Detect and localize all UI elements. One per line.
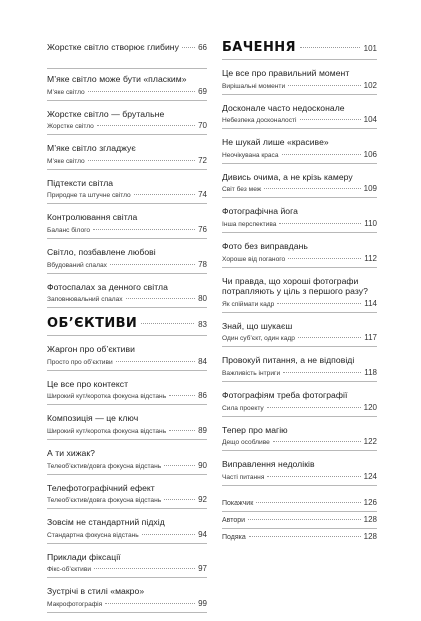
toc-entry [222, 276, 377, 313]
entry-subtitle: Важливість інтриги [222, 369, 281, 377]
toc-entry [47, 143, 207, 170]
dot-leader [164, 499, 195, 500]
toc-entry [47, 42, 207, 69]
entry-subtitle: Дещо особливе [222, 439, 270, 447]
toc-entry [47, 586, 207, 613]
entry-subtitle: М’яке світло [47, 88, 85, 96]
entry-title: Зустрічі в стилі «макро» [47, 586, 145, 597]
entry-subtitle: Просто про об’єктиви [47, 358, 113, 366]
toc-entry [222, 425, 377, 452]
toc-entry [222, 103, 377, 130]
entry-title: Підтексти світла [47, 177, 114, 188]
toc-entry [47, 483, 207, 510]
page-number: 110 [364, 218, 377, 228]
entry-subtitle: Широкий кут/коротка фокусна відстань [47, 427, 167, 435]
page-number: 72 [198, 155, 207, 165]
entry-title: М’яке світло може бути «пласким» [47, 74, 187, 84]
dot-leader [169, 395, 195, 396]
page-number: 99 [198, 598, 207, 608]
page-number: 69 [198, 86, 207, 96]
dot-leader [142, 534, 195, 535]
page-number: 70 [198, 121, 207, 131]
section-title: БАЧЕННЯ [222, 40, 296, 55]
entry-title: Зовсім не стандартний підхід [47, 517, 165, 528]
section-title: ОБ’ЄКТИВИ [47, 316, 138, 332]
toc-entry [47, 552, 207, 579]
entry-subtitle: Широкий кут/коротка фокусна відстань [47, 393, 167, 401]
toc-entry [222, 241, 377, 268]
page-number: 78 [198, 259, 207, 269]
page-number: 102 [363, 80, 377, 90]
section-heading-vision [222, 40, 377, 60]
dot-leader [93, 229, 195, 230]
entry-subtitle: Світ без меж [222, 186, 262, 194]
dot-leader [267, 407, 361, 408]
toc-entry [222, 68, 377, 95]
page-number: 109 [363, 184, 377, 194]
toc-entry [47, 344, 207, 371]
dot-leader [267, 476, 360, 477]
dot-leader [94, 568, 195, 569]
toc-left-column [47, 40, 207, 621]
entry-title: М’яке світло згладжує [47, 143, 136, 154]
dot-leader [273, 441, 361, 442]
toc-entry [222, 172, 377, 199]
dot-leader [298, 337, 361, 338]
entry-title: Жорстке світло створює глибину [47, 42, 179, 52]
toc-entry [47, 178, 207, 205]
toc-entry [222, 390, 377, 417]
dot-leader [141, 323, 194, 324]
entry-subtitle: Телеоб’єктив/довга фокусна відстань [47, 462, 162, 470]
dot-leader [248, 519, 361, 520]
page-number: 124 [363, 471, 377, 481]
toc-entry-authors [222, 515, 377, 529]
entry-title: А ти хижак? [47, 447, 95, 458]
entry-title: Фото без виправдань [222, 240, 308, 251]
page-number: 118 [364, 367, 377, 377]
dot-leader [126, 298, 196, 299]
entry-subtitle: Фікс-об’єктиви [47, 566, 92, 574]
toc-entry [47, 379, 207, 406]
entry-subtitle: Хороше від поганого [222, 255, 286, 263]
toc-entry [47, 282, 207, 309]
entry-title: Композиція — це ключ [47, 413, 139, 424]
toc-right-column [222, 40, 377, 545]
dot-leader [256, 502, 360, 503]
entry-title: Жаргон про об’єктиви [47, 344, 136, 355]
entry-title: Жорстке світло — брутальне [47, 108, 165, 119]
entry-subtitle: Стандартна фокусна відстань [47, 531, 139, 539]
entry-title: Провокуй питання, а не відповіді [222, 355, 355, 366]
entry-subtitle: Один суб’єкт, один кадр [222, 335, 295, 343]
page-number: 83 [198, 320, 207, 330]
toc-entry [222, 355, 377, 382]
entry-subtitle: Баланс білого [47, 226, 91, 234]
page-number: 122 [363, 437, 377, 447]
entry-subtitle: Телеоб’єктив/довга фокусна відстань [47, 497, 162, 505]
entry-title: Дивись очима, а не крізь камеру [222, 171, 353, 182]
page-number: 66 [198, 43, 207, 52]
entry-title: Це все про правильний момент [222, 68, 350, 78]
dot-leader [88, 160, 195, 161]
entry-title: Тепер про магію [222, 424, 288, 435]
toc-entry [47, 74, 207, 101]
entry-title: Не шукай лише «красиве» [222, 137, 329, 148]
dot-leader [283, 372, 361, 373]
page-number: 94 [198, 529, 207, 539]
page-number: 114 [364, 298, 377, 308]
entry-subtitle: Інша перспектива [222, 220, 277, 228]
toc-entry [47, 212, 207, 239]
dot-leader [300, 119, 361, 120]
entry-title: Фотографічна йога [222, 206, 298, 217]
entry-title: Покажчик [222, 499, 254, 507]
entry-title: Чи правда, що хороші фотографи потрапляють у ціль з першого разу? [222, 275, 368, 297]
entry-subtitle: Небезпека досконалості [222, 117, 297, 125]
entry-title: Фотоспалах за денного світла [47, 281, 168, 292]
dot-leader [164, 465, 195, 466]
dot-leader [288, 85, 361, 86]
dot-leader [264, 188, 360, 189]
entry-title: Приклади фіксації [47, 551, 121, 562]
dot-leader [249, 536, 361, 537]
page-number: 128 [363, 531, 377, 541]
entry-title: Виправлення недоліків [222, 459, 315, 470]
page-number: 97 [198, 564, 207, 574]
entry-title: Телефотографічний ефект [47, 482, 155, 493]
entry-subtitle: Заповнювальний спалах [47, 296, 123, 304]
dot-leader [97, 125, 195, 126]
entry-subtitle: Природне та штучне світло [47, 192, 131, 200]
entry-subtitle: Жорстке світло [47, 123, 94, 131]
page-number: 74 [198, 190, 207, 200]
entry-title: Світло, позбавлене любові [47, 246, 156, 257]
toc-entry [222, 137, 377, 164]
entry-subtitle: Як спіймати кадр [222, 300, 275, 308]
toc-entry [47, 247, 207, 274]
toc-entry-thanks [222, 532, 377, 545]
page-number: 128 [363, 514, 377, 524]
toc-entry [222, 206, 377, 233]
entry-title: Фотографіям треба фотографії [222, 389, 348, 400]
entry-subtitle: Часті питання [222, 473, 265, 481]
entry-subtitle: Сила проекту [222, 404, 264, 412]
page-number: 76 [198, 224, 207, 234]
dot-leader [300, 47, 360, 48]
page-number: 112 [364, 253, 377, 263]
entry-title: Це все про контекст [47, 378, 129, 389]
toc-entry [47, 109, 207, 136]
page-number: 84 [198, 356, 207, 366]
entry-subtitle: Неочікувана краса [222, 151, 279, 159]
page-number: 92 [198, 495, 207, 505]
dot-leader [282, 154, 361, 155]
toc-entry [47, 517, 207, 544]
entry-title: Контролювання світла [47, 212, 138, 223]
dot-leader [277, 303, 361, 304]
entry-subtitle: Вирішальні моменти [222, 82, 286, 90]
toc-entry [47, 448, 207, 475]
page-number: 104 [363, 115, 377, 125]
page-number: 86 [198, 391, 207, 401]
dot-leader [134, 194, 195, 195]
dot-leader [105, 603, 195, 604]
entry-title: Автори [222, 516, 246, 524]
dot-leader [88, 91, 195, 92]
dot-leader [288, 258, 361, 259]
page-number: 117 [364, 333, 377, 343]
entry-subtitle: М’яке світло [47, 157, 85, 165]
page-number: 90 [198, 460, 207, 470]
page-number: 80 [198, 294, 207, 304]
toc-entry [47, 413, 207, 440]
toc-entry [222, 459, 377, 486]
entry-subtitle: Вбудований спалах [47, 261, 107, 269]
toc-entry [222, 321, 377, 348]
dot-leader [116, 361, 195, 362]
dot-leader [279, 223, 361, 224]
page-number: 126 [363, 497, 377, 507]
page-number: 101 [363, 44, 377, 53]
entry-subtitle: Макрофотографія [47, 600, 103, 608]
entry-title: Подяка [222, 533, 246, 541]
section-heading-lenses [47, 316, 207, 336]
entry-title: Знай, що шукаєш [222, 320, 293, 331]
toc-entry-index [222, 498, 377, 512]
page-number: 120 [363, 402, 377, 412]
page-number: 106 [363, 149, 377, 159]
entry-title: Досконале часто недосконале [222, 102, 345, 113]
dot-leader [182, 47, 195, 48]
page-number: 89 [198, 425, 207, 435]
dot-leader [110, 264, 195, 265]
dot-leader [169, 430, 195, 431]
